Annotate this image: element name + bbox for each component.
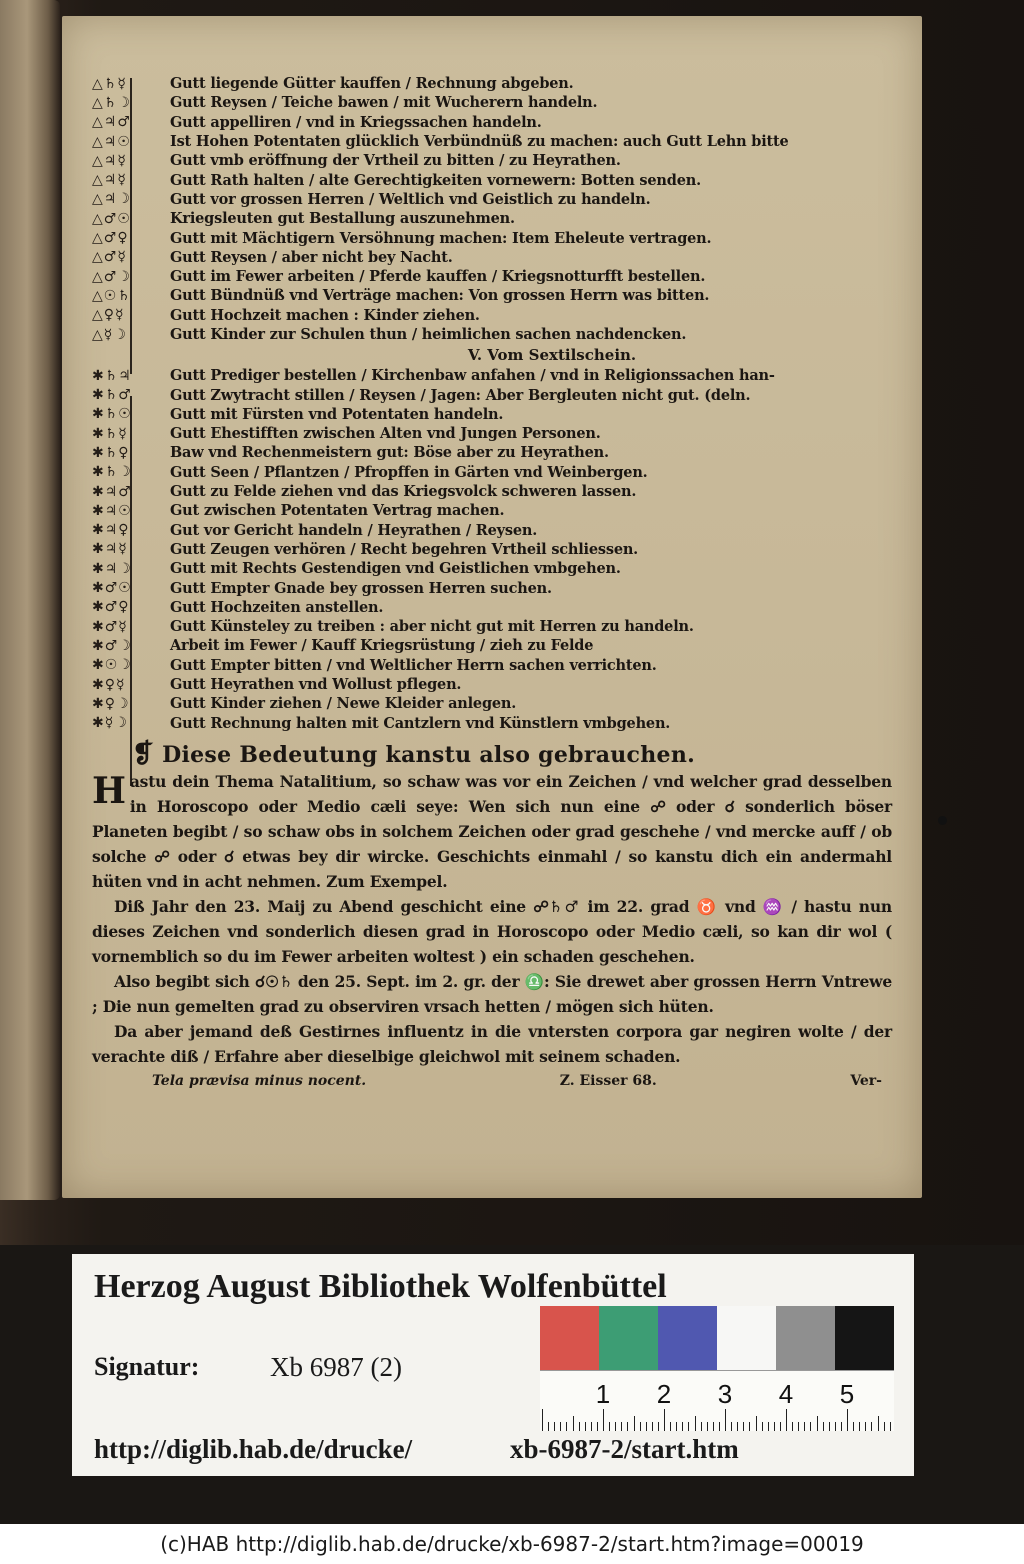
aspect-row	[92, 151, 892, 170]
ruler-tick	[566, 1422, 567, 1431]
ruler-tick	[670, 1422, 671, 1431]
aspect-text: Gutt appelliren / vnd in Kriegssachen handeln.	[170, 113, 542, 131]
ruler-tick	[609, 1422, 610, 1431]
ruler-tick	[542, 1409, 543, 1431]
aspect-row	[92, 501, 892, 520]
aspect-row	[92, 482, 892, 501]
footer-signature: Z. Eisser 68.	[559, 1072, 657, 1089]
ruler-tick	[768, 1422, 769, 1431]
ruler-tick	[664, 1409, 665, 1431]
aspect-text: Gutt Kinder zur Schulen thun / heimlichen sachen nachdencken.	[170, 326, 687, 343]
aspect-symbol: △♄☽	[92, 94, 131, 111]
aspect-symbol: ✱☉☽	[92, 657, 132, 674]
ruler-tick	[884, 1422, 885, 1431]
ruler-number: 1	[595, 1379, 611, 1409]
aspect-row	[92, 325, 892, 344]
ruler-tick	[560, 1422, 561, 1431]
signatur-label: Signatur:	[94, 1352, 200, 1381]
aspect-text: Gutt vmb eröffnung der Vrtheil zu bitten / zu Heyrathen.	[170, 152, 621, 170]
aspect-text: Gutt Hochzeit machen : Kinder ziehen.	[170, 306, 480, 324]
ruler-tick	[774, 1422, 775, 1431]
aspect-symbol: △♂☿	[92, 249, 127, 266]
aspect-symbol: △♀☿	[92, 307, 125, 324]
aspect-text: Gutt Empter bitten / vnd Weltlicher Herrn sachen verrichten.	[170, 656, 657, 674]
aspect-text: Gutt Reysen / aber nicht bey Nacht.	[170, 248, 453, 266]
aspect-text: Gutt Heyrathen vnd Wollust pflegen.	[170, 676, 462, 694]
aspect-row	[92, 636, 892, 655]
aspect-row	[92, 248, 892, 267]
pilcrow-mark: ❡	[132, 738, 155, 769]
ruler-tick	[615, 1422, 616, 1431]
aspect-table-sextil	[92, 366, 892, 733]
ruler-tick	[859, 1422, 860, 1431]
aspect-symbol: ✱♂☿	[92, 618, 128, 635]
aspect-text: Kriegsleuten gut Bestallung auszunehmen.	[170, 210, 515, 228]
ruler-tick	[634, 1416, 635, 1431]
aspect-row	[92, 714, 892, 733]
aspect-text: Gutt Kinder ziehen / Newe Kleider anlegen.	[170, 695, 517, 713]
aspect-text: Gut vor Gericht handeln / Heyrathen / Reysen.	[170, 521, 538, 539]
drop-cap: H	[92, 769, 126, 812]
ruler-tick	[725, 1409, 726, 1431]
url-suffix: xb-6987-2/start.htm	[510, 1434, 739, 1464]
aspect-row	[92, 267, 892, 286]
aspect-text: Ist Hohen Potentaten glücklich Verbündnüß zu machen: auch Gutt Lehn bitte	[170, 133, 789, 151]
color-swatch	[599, 1306, 658, 1370]
aspect-row	[92, 74, 892, 93]
ruler-tick	[865, 1422, 866, 1431]
section-heading-sextil: V. Vom Sextilschein.	[467, 346, 637, 365]
aspect-symbol: ✱♂☽	[92, 637, 132, 654]
aspect-row	[92, 540, 892, 559]
aspect-symbol: ✱♄♂	[92, 387, 132, 404]
aspect-text: Baw vnd Rechenmeistern gut: Böse aber zu Heyrathen.	[170, 444, 609, 462]
ruler-tick	[597, 1422, 598, 1431]
aspect-row	[92, 228, 892, 247]
aspect-symbol: ✱♄☽	[92, 464, 132, 481]
aspect-row	[92, 405, 892, 424]
aspect-row	[92, 306, 892, 325]
aspect-symbol: △♃☉	[92, 133, 131, 150]
aspect-symbol: ✱♃♂	[92, 483, 132, 500]
aspect-row	[92, 385, 892, 404]
ruler-tick	[701, 1422, 702, 1431]
aspect-text: Gutt Zeugen verhören / Recht begehren Vrtheil schliessen.	[170, 540, 639, 558]
color-calibration-chart	[540, 1306, 894, 1370]
paragraph-text: astu dein Thema Natalitium, so schaw was vor ein Zeichen / vnd welcher grad desselben in Horoscopo oder Medio cæli seye: Wen sich nun eine ☍ oder ☌ sonderlich böser Planeten begibt / so schaw obs in solchem Zeichen oder grad geschehe / vnd mercke auff / ob solche ☍ oder ☌ etwas bey dir wircke. Geschichts einmahl / so kanstu dich ein andermahl hüten vnd in acht nehmen. Zum Exempel.	[92, 771, 892, 891]
ruler-tick	[682, 1422, 683, 1431]
ruler-tick	[621, 1422, 622, 1431]
signatur-value: Xb 6987 (2)	[270, 1352, 402, 1382]
aspect-symbol: ✱♃♀	[92, 522, 130, 539]
aspect-symbol: ✱♀☿	[92, 676, 126, 693]
aspect-symbol: △♂♀	[92, 230, 129, 247]
aspect-symbol: ✱♂♀	[92, 599, 130, 616]
ruler-tick	[853, 1422, 854, 1431]
aspect-symbol: ✱♂☉	[92, 580, 132, 597]
aspect-row	[92, 113, 892, 132]
aspect-row	[92, 578, 892, 597]
section-title-text: Diese Bedeutung kanstu also gebrauchen.	[162, 741, 696, 768]
aspect-symbol: △♂☉	[92, 210, 131, 227]
ruler-tick	[585, 1422, 586, 1431]
aspect-symbol: ✱♃☉	[92, 502, 132, 519]
aspect-symbol: △♃☿	[92, 152, 127, 169]
ruler-tick	[841, 1422, 842, 1431]
color-swatch	[835, 1306, 894, 1370]
ruler-tick	[603, 1409, 604, 1431]
ruler-tick	[749, 1422, 750, 1431]
aspect-symbol: △♄☿	[92, 75, 127, 92]
ruler-number: 3	[717, 1379, 733, 1409]
aspect-row	[92, 656, 892, 675]
aspect-text: Gutt Seen / Pflantzen / Pfropffen in Gärten vnd Weinbergen.	[170, 463, 648, 481]
library-name: Herzog August Bibliothek Wolfenbüttel	[94, 1268, 667, 1305]
ruler-tick	[695, 1416, 696, 1431]
copyright-credit: (c)HAB http://diglib.hab.de/drucke/xb-6987-2/start.htm?image=00019	[0, 1524, 1024, 1564]
aspect-text: Gutt Rath halten / alte Gerechtigkeiten vornewern: Botten senden.	[170, 171, 701, 189]
aspect-row	[92, 170, 892, 189]
paragraph	[92, 769, 892, 894]
aspect-symbol: ✱♃☿	[92, 541, 128, 558]
aspect-symbol: ✱♄♀	[92, 444, 130, 461]
aspect-row	[92, 93, 892, 112]
ruler-tick	[646, 1422, 647, 1431]
color-swatch	[540, 1306, 599, 1370]
section-title	[92, 739, 892, 769]
aspect-symbol: ✱♄♃	[92, 367, 132, 384]
ruler-number: 5	[839, 1379, 855, 1409]
ruler-tick	[810, 1422, 811, 1431]
aspect-text: Gutt Hochzeiten anstellen.	[170, 598, 384, 616]
ruler-tick	[548, 1422, 549, 1431]
ruler-tick	[573, 1416, 574, 1431]
ruler-tick	[676, 1422, 677, 1431]
aspect-text: Gut zwischen Potentaten Vertrag machen.	[170, 502, 505, 520]
aspect-symbol: ✱♀☽	[92, 695, 130, 712]
ruler-tick	[829, 1422, 830, 1431]
ruler-tick	[756, 1416, 757, 1431]
aspect-text: Gutt Rechnung halten mit Cantzlern vnd Künstlern vmbgehen.	[170, 714, 671, 732]
aspect-symbol: ✱♃☽	[92, 560, 132, 577]
aspect-row	[92, 559, 892, 578]
aspect-row	[92, 598, 892, 617]
scanned-page	[62, 16, 922, 1198]
ruler-tick	[707, 1422, 708, 1431]
aspect-row	[92, 521, 892, 540]
aspect-text: Gutt Bündnüß vnd Verträge machen: Von grossen Herrn was bitten.	[170, 287, 710, 305]
page-text-block	[92, 74, 892, 1089]
scale-ruler	[540, 1370, 894, 1431]
ruler-tick	[554, 1422, 555, 1431]
ruler-number: 4	[778, 1379, 794, 1409]
aspect-row	[92, 463, 892, 482]
ruler-number: 2	[656, 1379, 672, 1409]
ruler-tick	[878, 1416, 879, 1431]
aspect-symbol: ✱☿☽	[92, 715, 128, 732]
ruler-tick	[786, 1409, 787, 1431]
ruler-tick	[640, 1422, 641, 1431]
left-page-edge	[0, 0, 60, 1200]
ruler-tick	[823, 1422, 824, 1431]
aspect-table-trine	[92, 74, 892, 344]
aspect-text: Arbeit im Fewer / Kauff Kriegsrüstung / zieh zu Felde	[170, 637, 594, 655]
aspect-symbol: △♂☽	[92, 268, 131, 285]
ruler-tick	[743, 1422, 744, 1431]
ruler-tick	[688, 1422, 689, 1431]
aspect-symbol: △♃☿	[92, 172, 127, 189]
ruler-tick	[780, 1422, 781, 1431]
aspect-text: Gutt Ehestifften zwischen Alten vnd Jungen Personen.	[170, 425, 601, 443]
paragraph: Diß Jahr den 23. Maij zu Abend geschicht eine ☍♄♂ im 22. grad ♉ vnd ♒ / hastu nun dieses Zeichen vnd sonderlich diesen grad in Horoscopo oder Medio cæli, so kan dir wol ( vornemblich so du im Fewer arbeiten woltest ) ein schaden geschehen.	[92, 896, 892, 966]
ruler-tick	[762, 1422, 763, 1431]
ruler-tick	[737, 1422, 738, 1431]
ruler-tick	[847, 1409, 848, 1431]
binding-hole	[938, 816, 947, 825]
aspect-text: Gutt im Fewer arbeiten / Pferde kauffen / Kriegsnotturfft bestellen.	[170, 268, 706, 286]
ruler-tick	[713, 1422, 714, 1431]
aspect-row	[92, 443, 892, 462]
aspect-symbol: △☿☽	[92, 326, 127, 343]
aspect-text: Gutt Prediger bestellen / Kirchenbaw anfahen / vnd in Religionssachen han-	[170, 367, 775, 385]
ruler-tick	[798, 1422, 799, 1431]
paragraph: Da aber jemand deß Gestirnes influentz in die vntersten corpora gar negiren wolte / der verachte diß / Erfahre aber dieselbige gleichwol mit seinem schaden.	[92, 1021, 892, 1066]
aspect-symbol: △♃♂	[92, 114, 131, 131]
aspect-text: Gutt zu Felde ziehen vnd das Kriegsvolck schweren lassen.	[170, 483, 637, 501]
aspect-text: Gutt mit Rechts Gestendigen vnd Geistlichen vmbgehen.	[170, 560, 621, 578]
ruler-tick	[627, 1422, 628, 1431]
library-card	[72, 1254, 914, 1476]
aspect-text: Gutt Reysen / Teiche bawen / mit Wucherern handeln.	[170, 94, 598, 112]
ruler-tick	[579, 1422, 580, 1431]
aspect-row	[92, 190, 892, 209]
ruler-tick	[591, 1422, 592, 1431]
aspect-symbol: △☉♄	[92, 287, 131, 304]
ruler-tick	[817, 1416, 818, 1431]
aspect-row	[92, 286, 892, 305]
aspect-text: Gutt vor grossen Herren / Weltlich vnd Geistlich zu handeln.	[170, 190, 651, 208]
aspect-row	[92, 617, 892, 636]
url-prefix: http://diglib.hab.de/drucke/	[94, 1434, 413, 1464]
aspect-text: Gutt mit Fürsten vnd Potentaten handeln.	[170, 405, 504, 423]
aspect-row	[92, 366, 892, 385]
ruler-tick	[871, 1422, 872, 1431]
aspect-row	[92, 132, 892, 151]
aspect-row	[92, 675, 892, 694]
ruler-tick	[890, 1422, 891, 1431]
page-footer	[92, 1073, 892, 1089]
footer-motto: Tela prævisa minus nocent.	[152, 1072, 367, 1089]
aspect-row	[92, 694, 892, 713]
aspect-symbol: △♃☽	[92, 191, 131, 208]
aspect-text: Gutt Künsteley zu treiben : aber nicht gut mit Herren zu handeln.	[170, 618, 694, 636]
aspect-symbol: ✱♄☉	[92, 406, 132, 423]
ruler-tick	[719, 1422, 720, 1431]
color-swatch	[717, 1306, 776, 1370]
color-swatch	[658, 1306, 717, 1370]
aspect-symbol: ✱♄☿	[92, 425, 128, 442]
ruler-tick	[835, 1422, 836, 1431]
aspect-text: Gutt Zwytracht stillen / Reysen / Jagen: Aber Bergleuten nicht gut. (deln.	[170, 386, 751, 404]
aspect-text: Gutt mit Mächtigern Versöhnung machen: Item Eheleute vertragen.	[170, 229, 712, 247]
footer-catchword: Ver-	[850, 1072, 882, 1089]
aspect-text: Gutt liegende Gütter kauffen / Rechnung abgeben.	[170, 75, 574, 93]
ruler-tick	[792, 1422, 793, 1431]
aspect-text: Gutt Empter Gnade bey grossen Herren suchen.	[170, 579, 552, 597]
paragraph: Also begibt sich ☌☉♄ den 25. Sept. im 2. gr. der ♎: Sie drewet aber grossen Herrn Vntrewe ; Die nun gemelten grad zu observiren vrsach hetten / mögen sich hüten.	[92, 971, 892, 1016]
aspect-row	[92, 424, 892, 443]
ruler-tick	[658, 1422, 659, 1431]
ruler-tick	[731, 1422, 732, 1431]
color-swatch	[776, 1306, 835, 1370]
ruler-tick	[652, 1422, 653, 1431]
aspect-row	[92, 209, 892, 228]
ruler-tick	[804, 1422, 805, 1431]
